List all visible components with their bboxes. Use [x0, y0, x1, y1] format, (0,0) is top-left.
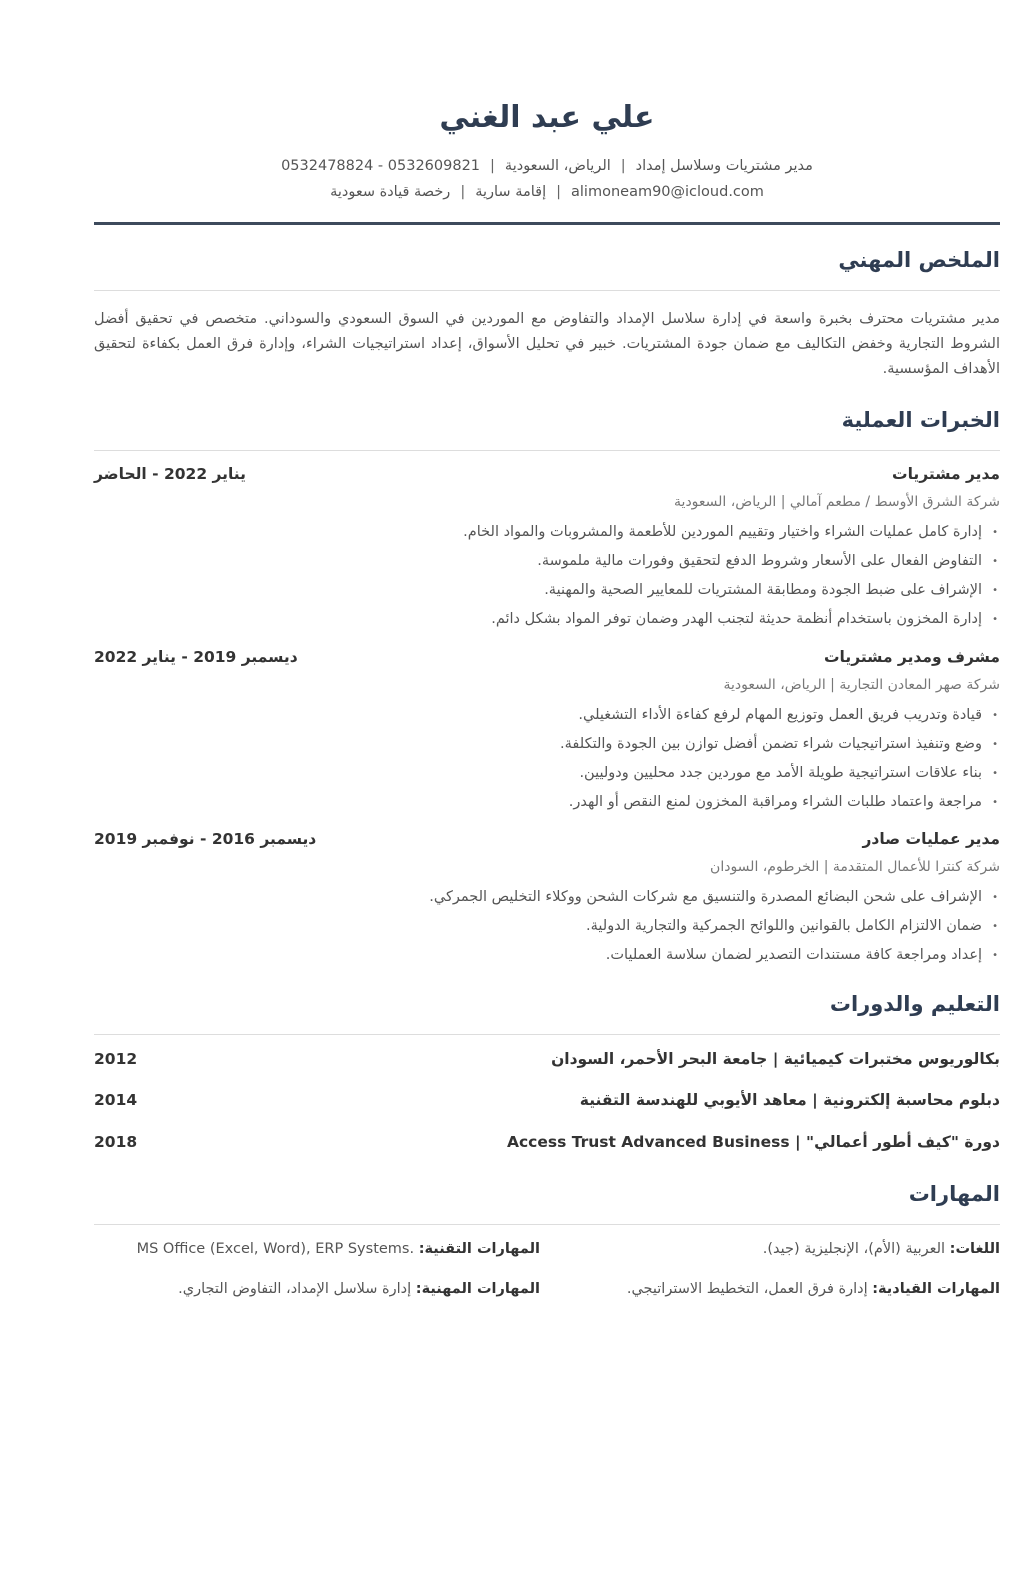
list-item: • وضع وتنفيذ استراتيجيات شراء تضمن أفضل توازن بين الجودة والتكلفة. — [94, 730, 1000, 759]
experience-heading: الخبرات العملية — [841, 408, 1000, 432]
education-heading: التعليم والدورات — [829, 992, 1000, 1016]
job-bullets — [94, 518, 1000, 634]
contact-line-2 — [94, 184, 1000, 200]
location-text: الرياض، السعودية — [504, 158, 611, 174]
job-date: ديسمبر 2019 - يناير 2022 — [94, 648, 298, 666]
section-divider — [94, 1034, 1000, 1035]
job-title: مشرف ومدير مشتريات — [823, 648, 1000, 666]
candidate-name: علي عبد الغني — [439, 100, 655, 135]
job-company: شركة صهر المعادن التجارية | الرياض، السعودية — [723, 677, 1000, 693]
skill-leadership — [627, 1281, 1000, 1297]
skill-value: إدارة سلاسل الإمداد، التفاوض التجاري. — [178, 1281, 412, 1297]
skill-professional — [178, 1281, 540, 1297]
header-divider — [94, 222, 1000, 225]
license-text: رخصة قيادة سعودية — [330, 184, 451, 200]
list-item: • التفاوض الفعال على الأسعار وشروط الدفع لتحقيق وفورات مالية ملموسة. — [94, 547, 1000, 576]
job-date: يناير 2022 - الحاضر — [94, 465, 246, 483]
job-title-text: مدير مشتريات وسلاسل إمداد — [635, 158, 813, 174]
education-year: 2014 — [94, 1091, 138, 1109]
education-name: دبلوم محاسبة إلكترونية | معاهد الأيوبي للهندسة التقنية — [579, 1091, 1000, 1109]
list-item: • بناء علاقات استراتيجية طويلة الأمد مع موردين جدد محليين ودوليين. — [94, 759, 1000, 788]
skill-label: المهارات القيادية: — [872, 1281, 1000, 1297]
residency-text: إقامة سارية — [475, 184, 547, 200]
separator: | — [490, 158, 495, 174]
section-divider — [94, 290, 1000, 291]
separator: | — [620, 158, 626, 174]
skill-value: العربية (الأم)، الإنجليزية (جيد). — [762, 1241, 946, 1257]
skill-label: المهارات المهنية: — [415, 1281, 540, 1297]
list-item: • إدارة المخزون باستخدام أنظمة حديثة لتجنب الهدر وضمان توفر المواد بشكل دائم. — [94, 605, 1000, 634]
education-name: بكالوريوس مختبرات كيميائية | جامعة البحر الأحمر، السودان — [551, 1050, 1000, 1068]
separator: | — [556, 184, 562, 200]
skill-label: المهارات التقنية: — [418, 1241, 540, 1257]
job-company: شركة الشرق الأوسط / مطعم آمالي | الرياض، السعودية — [674, 494, 1000, 510]
list-item: • الإشراف على ضبط الجودة ومطابقة المشتريات للمعايير الصحية والمهنية. — [94, 576, 1000, 605]
job-bullets — [94, 701, 1000, 817]
skill-label: اللغات: — [949, 1241, 1000, 1257]
list-item: • ضمان الالتزام الكامل بالقوانين واللوائح الجمركية والتجارية الدولية. — [94, 912, 1000, 941]
skill-technical — [137, 1241, 540, 1257]
section-divider — [94, 1224, 1000, 1225]
phone-numbers: 0532478824 - 0532609821 — [281, 158, 481, 174]
education-row — [94, 1050, 1000, 1074]
job-company: شركة كنترا للأعمال المتقدمة | الخرطوم، السودان — [710, 859, 1000, 875]
separator: | — [460, 184, 466, 200]
skills-heading: المهارات — [908, 1182, 1000, 1206]
education-name: دورة "كيف أطور أعمالي" | Access Trust Advanced Business — [506, 1133, 1000, 1151]
education-row — [94, 1091, 1000, 1115]
skill-value: MS Office (Excel, Word), ERP Systems. — [136, 1241, 415, 1257]
job-title: مدير مشتريات — [892, 465, 1000, 483]
education-year: 2018 — [94, 1133, 138, 1151]
list-item: • قيادة وتدريب فريق العمل وتوزيع المهام لرفع كفاءة الأداء التشغيلي. — [94, 701, 1000, 730]
list-item: • مراجعة واعتماد طلبات الشراء ومراقبة المخزون لمنع النقص أو الهدر. — [94, 788, 1000, 817]
resume-content — [94, 0, 1000, 1573]
email-link[interactable]: alimoneam90@icloud.com — [571, 184, 764, 200]
section-divider — [94, 450, 1000, 451]
list-item: • إعداد ومراجعة كافة مستندات التصدير لضمان سلاسة العمليات. — [94, 941, 1000, 970]
list-item: • الإشراف على شحن البضائع المصدرة والتنسيق مع شركات الشحن ووكلاء التخليص الجمركي. — [94, 883, 1000, 912]
education-year: 2012 — [94, 1050, 138, 1068]
job-date: ديسمبر 2016 - نوفمبر 2019 — [94, 830, 317, 848]
job-title: مدير عمليات صادر — [862, 830, 1000, 848]
education-row — [94, 1133, 1000, 1157]
summary-heading: الملخص المهني — [838, 248, 1000, 272]
job-bullets — [94, 883, 1000, 970]
list-item: • إدارة كامل عمليات الشراء واختيار وتقييم الموردين للأطعمة والمشروبات والمواد الخام. — [94, 518, 1000, 547]
skill-value: إدارة فرق العمل، التخطيط الاستراتيجي. — [626, 1281, 868, 1297]
contact-line-1 — [94, 158, 1000, 174]
skill-languages — [763, 1241, 1000, 1257]
summary-text: مدير مشتريات محترف بخبرة واسعة في إدارة سلاسل الإمداد والتفاوض مع الموردين في السوق السعودي والسوداني. متخصص في تحقيق أفضل الشروط التجارية وخفض التكاليف مع ضمان جودة المشتريات. خبير في تحليل الأسواق، إعداد استراتيجيات الشراء، وإدارة فرق العمل بكفاءة لتحقيق الأهداف المؤسسية. — [94, 311, 1000, 377]
